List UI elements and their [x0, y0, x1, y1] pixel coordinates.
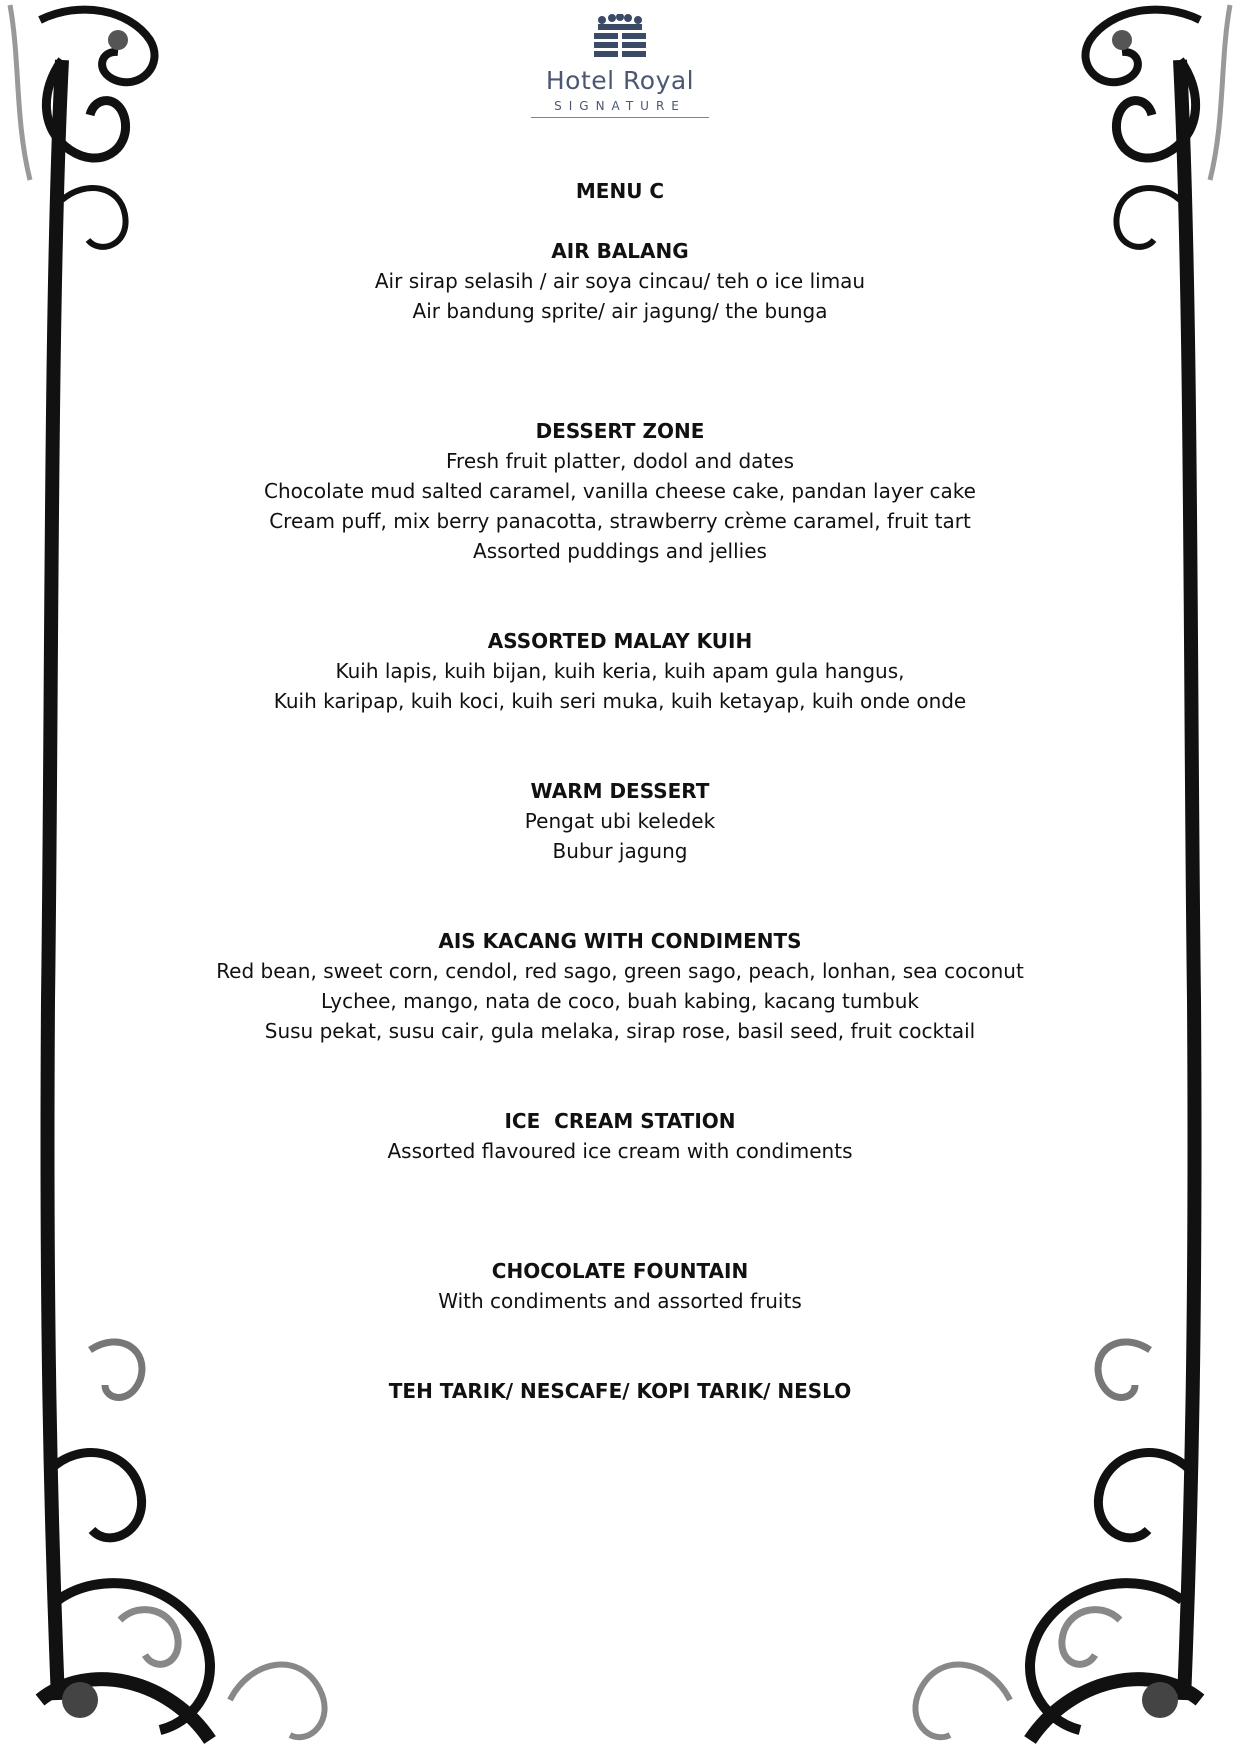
section-assorted-malay-kuih	[140, 626, 1100, 716]
section-heading: DESSERT ZONE	[535, 419, 705, 443]
menu-line: Assorted puddings and jellies	[473, 539, 767, 563]
menu-line: Bubur jagung	[552, 839, 688, 863]
hotel-name: Hotel Royal	[545, 66, 695, 95]
menu-line: Air bandung sprite/ air jagung/ the bunga	[412, 299, 828, 323]
menu-line: Assorted flavoured ice cream with condiments	[387, 1139, 853, 1163]
menu-line: Kuih karipap, kuih koci, kuih seri muka, kuih ketayap, kuih onde onde	[273, 689, 967, 713]
section-warm-dessert	[140, 776, 1100, 866]
section-heading: TEH TARIK/ NESCAFE/ KOPI TARIK/ NESLO	[388, 1379, 852, 1403]
hotel-subtitle: SIGNATURE	[531, 99, 709, 118]
menu-line: Red bean, sweet corn, cendol, red sago, green sago, peach, lonhan, sea coconut	[216, 959, 1024, 983]
menu-line: Lychee, mango, nata de coco, buah kabing, kacang tumbuk	[320, 989, 920, 1013]
section-beverages	[140, 1376, 1100, 1406]
section-chocolate-fountain	[140, 1256, 1100, 1316]
section-heading: WARM DESSERT	[530, 779, 710, 803]
menu-line: With condiments and assorted fruits	[438, 1289, 802, 1313]
menu-title: MENU C	[575, 179, 665, 203]
menu-line: Kuih lapis, kuih bijan, kuih keria, kuih apam gula hangus,	[335, 659, 905, 683]
menu-line: Chocolate mud salted caramel, vanilla cheese cake, pandan layer cake	[264, 479, 976, 503]
section-heading: CHOCOLATE FOUNTAIN	[491, 1259, 749, 1283]
crown-building-icon	[588, 14, 652, 64]
section-heading: ASSORTED MALAY KUIH	[487, 629, 753, 653]
section-heading: ICE CREAM STATION	[504, 1109, 736, 1133]
section-ais-kacang	[140, 926, 1100, 1046]
section-air-balang	[140, 236, 1100, 326]
menu-line: Fresh fruit platter, dodol and dates	[446, 449, 794, 473]
section-heading: AIR BALANG	[551, 239, 689, 263]
menu-line: Air sirap selasih / air soya cincau/ teh o ice limau	[374, 269, 866, 293]
menu	[140, 176, 1100, 1406]
hotel-logo	[520, 14, 720, 118]
menu-line: Cream puff, mix berry panacotta, strawberry crème caramel, fruit tart	[269, 509, 971, 533]
section-ice-cream-station	[140, 1106, 1100, 1166]
section-heading: AIS KACANG WITH CONDIMENTS	[438, 929, 802, 953]
section-dessert-zone	[140, 416, 1100, 566]
menu-line: Susu pekat, susu cair, gula melaka, sirap rose, basil seed, fruit cocktail	[264, 1019, 976, 1043]
menu-line: Pengat ubi keledek	[524, 809, 716, 833]
